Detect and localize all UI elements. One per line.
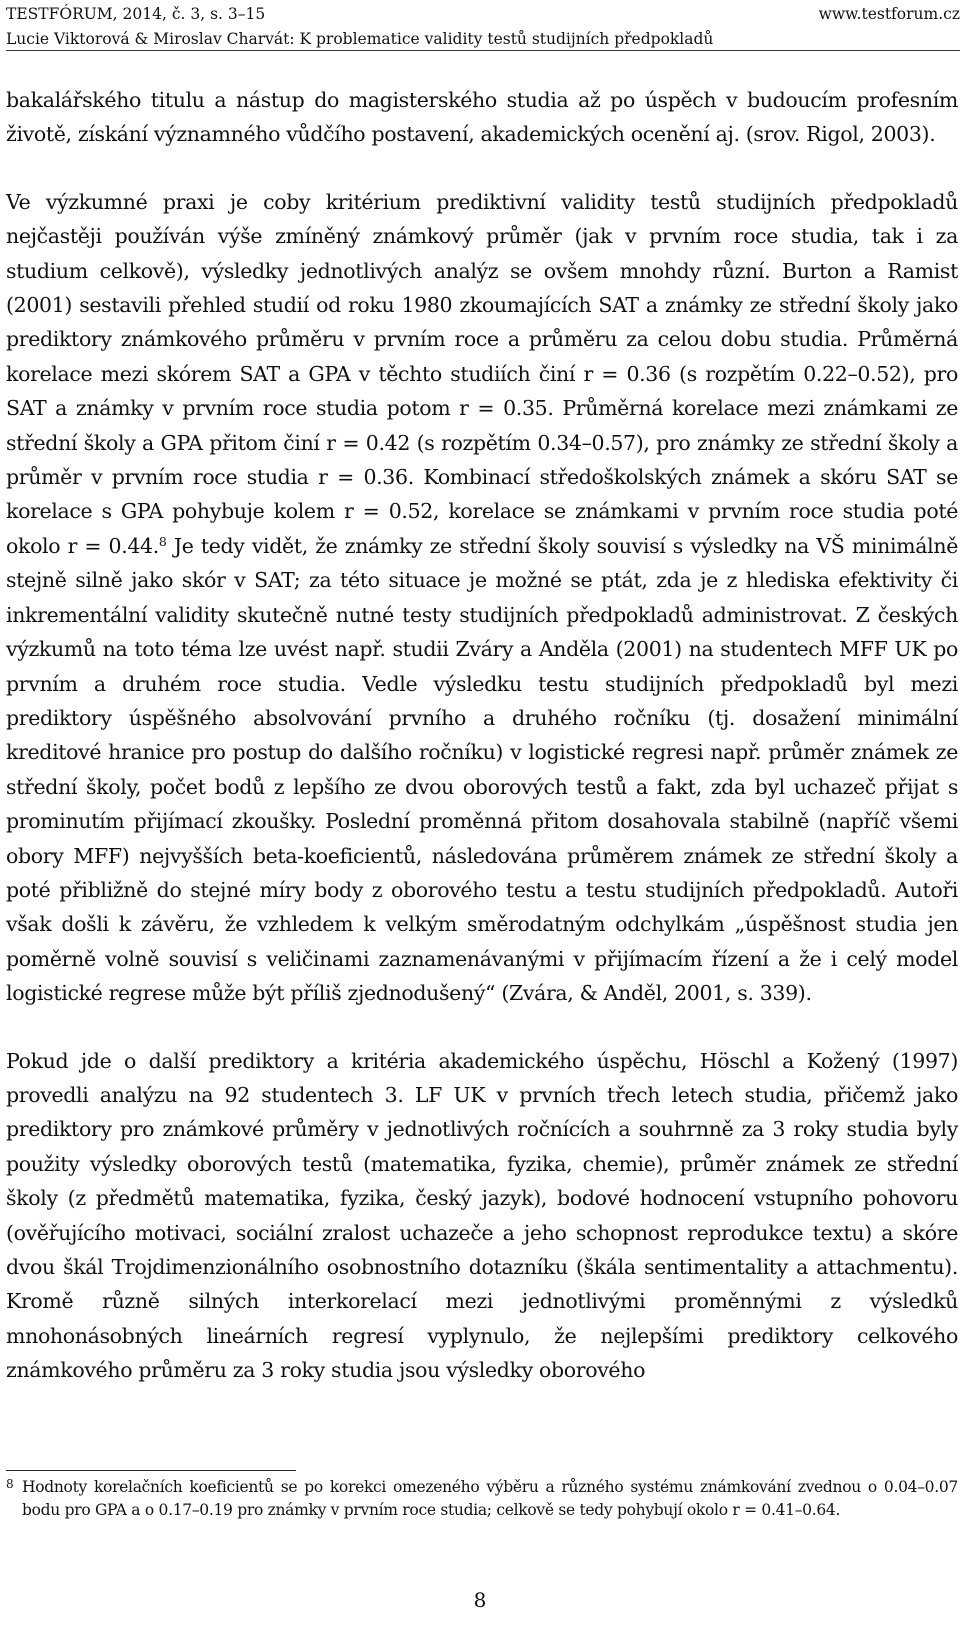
paragraph-2-part-2: Je tedy vidět, že známky ze střední školy souvisí s výsledky na VŠ minimálně stejně silně jako skór v SAT; za této situace je možné se ptát, zda je z hlediska efektivity či inkrementální validity skutečně nutné testy studijních předpokladů administrovat. Z českých výzkumů na toto téma lze uvést např. studii Zváry a Anděla (2001) na studentech MFF UK po prvním a druhém roce studia. Vedle výsledku testu studijních předpokladů byl mezi prediktory úspěšného absolvování prvního a druhého ročníku (tj. dosažení minimální kreditové hranice pro postup do dalšího ročníku) v logistické regresi např. průměr známek ze střední školy, počet bodů z lepšího ze dvou oborových testů a fakt, zda byl uchazeč přijat s prominutím přijímací zkoušky. Poslední proměnná přitom dosahovala stabilně (napříč všemi obory MFF) nejvyšších beta-koeficientů, následována průměrem známek ze střední školy a poté přibližně do stejné míry body z oborového testu a testu studijních předpokladů. Autoři však došli k závěru, že vzhledem k velkým směrodatným odchylkám „úspěšnost studia jen poměrně volně souvisí s veličinami zaznamenávanými v přijímacím řízení a že i celý model logistické regrese může být příliš zjednodušený“ (Zvára, & Anděl, 2001, s. 339). bbox=[6, 533, 958, 1006]
footnote-8 bbox=[6, 1476, 958, 1521]
header-rule bbox=[6, 50, 960, 51]
paragraph-2-part-1: Ve výzkumné praxi je coby kritérium prediktivní validity testů studijních předpokladů nejčastěji používán výše zmíněný známkový průměr (jak v prvním roce studia, tak i za studium celkově), výsledky jednotlivých analýz se ovšem mnohdy různí. Burton a Ramist (2001) sestavili přehled studií od roku 1980 zkoumajících SAT a známky ze střední školy jako prediktory známkového průměru v prvním roce a průměru za celou dobu studia. Průměrná korelace mezi skórem SAT a GPA v těchto studiích činí r = 0.36 (s rozpětím 0.22–0.52), pro SAT a známky v prvním roce studia potom r = 0.35. Průměrná korelace mezi známkami ze střední školy a GPA přitom činí r = 0.42 (s rozpětím 0.34–0.57), pro známky ze střední školy a průměr v prvním roce studia r = 0.36. Kombinací středoškolských známek a skóru SAT se korelace s GPA pohybuje kolem r = 0.52, korelace se známkami v prvním roce studia poté okolo r = 0.44. bbox=[6, 189, 958, 558]
footnote-reference-8[interactable]: 8 bbox=[158, 533, 167, 549]
body-text bbox=[6, 83, 958, 1388]
paragraph-3: Pokud jde o další prediktory a kritéria akademického úspěchu, Höschl a Kožený (1997) provedli analýzu na 92 studentech 3. LF UK v prvních třech letech studia, přičemž jako prediktory pro známkové průměry v jednotlivých ročnících a souhrnně za 3 roky studia byly použity výsledky oborových testů (matematika, fyzika, chemie), průměr známek ze střední školy (z předmětů matematika, fyzika, český jazyk), bodové hodnocení vstupního pohovoru (ověřujícího motivaci, sociální zralost uchazeče a jeho schopnost reprodukce textu) a skóre dvou škál Trojdimenzionálního osobnostního dotazníku (škála sentimentality a attachmentu). Kromě různě silných interkorelací mezi jednotlivými proměnnými z výsledků mnohonásobných lineárních regresí vyplynulo, že nejlepšími prediktory celkového známkového průměru za 3 roky studia jsou výsledky oborového bbox=[6, 1048, 958, 1383]
journal-website: www.testforum.cz bbox=[818, 5, 960, 23]
header-top-line bbox=[6, 2, 960, 27]
paragraph-1: bakalářského titulu a nástup do magisterského studia až po úspěch v budoucím profesním životě, získání významného vůdčího postavení, akademických ocenění aj. (srov. Rigol, 2003). bbox=[6, 88, 958, 147]
authors-and-title: Lucie Viktorová & Miroslav Charvát: K problematice validity testů studijních předpokladů bbox=[6, 30, 714, 48]
page-number: 8 bbox=[473, 1588, 487, 1612]
footnote-number: 8 bbox=[6, 1477, 14, 1491]
footnote-rule bbox=[6, 1470, 296, 1471]
journal-citation: TESTFÓRUM, 2014, č. 3, s. 3–15 bbox=[6, 5, 266, 23]
running-header bbox=[6, 2, 960, 52]
paragraph-2 bbox=[6, 185, 958, 1011]
footnote-text: Hodnoty korelačních koeficientů se po korekci omezeného výběru a různého systému známkování zvednou o 0.04–0.07 bodu pro GPA a o 0.17–0.19 pro známky v prvním roce studia; celkově se tedy pohybují okolo r = 0.41–0.64. bbox=[22, 1478, 958, 1519]
